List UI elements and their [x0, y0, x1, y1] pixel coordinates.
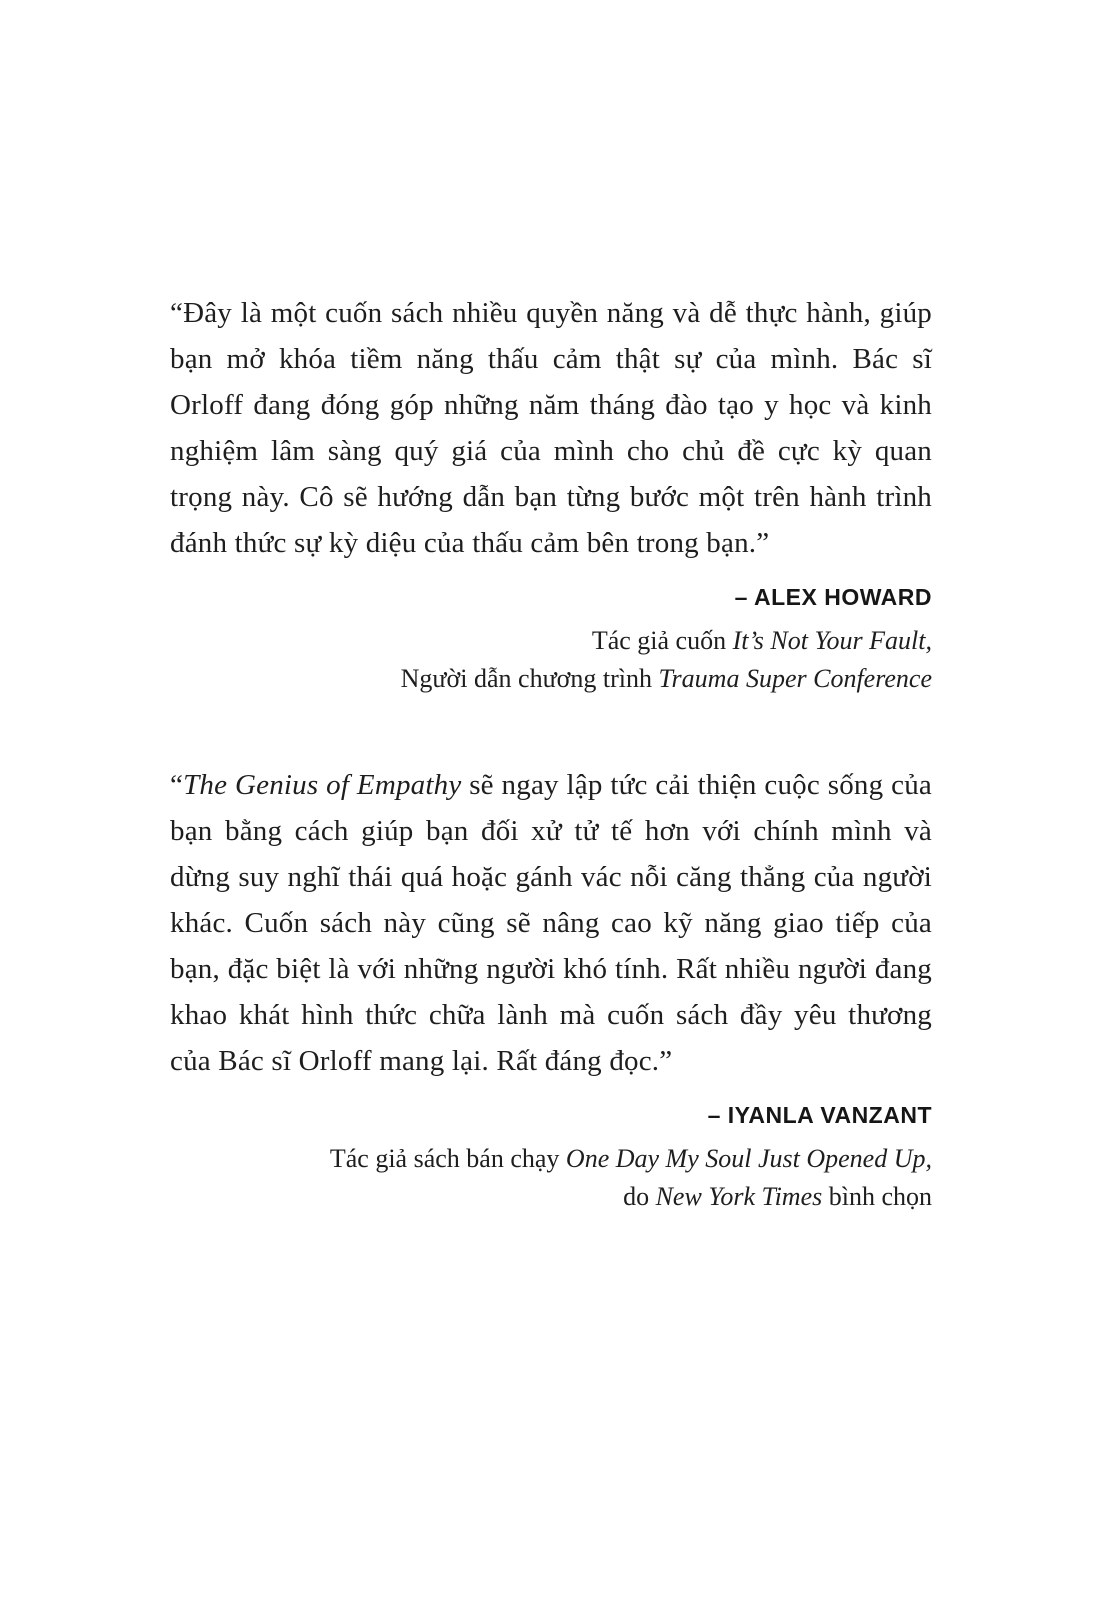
attribution-1-show-title: Trauma Super Conference	[658, 664, 932, 693]
attribution-2-role-prefix: Tác giả sách bán chạy	[329, 1144, 566, 1173]
attribution-2-role-line-2-post: bình chọn	[822, 1182, 932, 1211]
attribution-1-role-line-2	[170, 660, 932, 698]
quote-2-open-quote: “	[170, 769, 184, 801]
attribution-1-role-prefix: Tác giả cuốn	[591, 626, 733, 655]
endorsement-quote-2	[170, 762, 932, 1084]
attribution-2-name: – IYANLA VANZANT	[707, 1102, 932, 1128]
quote-2-text: sẽ ngay lập tức cải thiện cuộc sống của bạn bằng cách giúp bạn đối xử tử tế hơn với chính mình và dừng suy nghĩ thái quá hoặc gánh vác nỗi căng thẳng của người khác. Cuốn sách này cũng sẽ nâng cao kỹ năng giao tiếp của bạn, đặc biệt là với những người khó tính. Rất nhiều người đang khao khát hình thức chữa lành mà cuốn sách đầy yêu thương của Bác sĩ Orloff mang lại. Rất đáng đọc.”	[170, 769, 932, 1077]
attribution-1-book-title: It’s Not Your Fault,	[732, 626, 932, 655]
attribution-2-publication: New York Times	[655, 1182, 823, 1211]
attribution-2	[170, 1100, 932, 1216]
attribution-2-role-line-2	[170, 1178, 932, 1216]
attribution-1-name: – ALEX HOWARD	[734, 584, 932, 610]
attribution-2-role-line-1	[170, 1140, 932, 1178]
quote-2-book-title: The Genius of Empathy	[183, 769, 462, 801]
attribution-1-role-prefix-2: Người dẫn chương trình	[400, 664, 659, 693]
quote-1-text: “Đây là một cuốn sách nhiều quyền năng và dễ thực hành, giúp bạn mở khóa tiềm năng thấu cảm thật sự của mình. Bác sĩ Orloff đang đóng góp những năm tháng đào tạo y học và kinh nghiệm lâm sàng quý giá của mình cho chủ đề cực kỳ quan trọng này. Cô sẽ hướng dẫn bạn từng bước một trên hành trình đánh thức sự kỳ diệu của thấu cảm bên trong bạn.”	[170, 297, 932, 559]
attribution-1	[170, 582, 932, 698]
attribution-2-role-line-2-pre: do	[623, 1182, 656, 1211]
attribution-2-book-title: One Day My Soul Just Opened Up,	[565, 1144, 932, 1173]
page-content	[170, 290, 932, 1216]
attribution-1-role-line-1	[170, 622, 932, 660]
endorsement-quote-1	[170, 290, 932, 566]
